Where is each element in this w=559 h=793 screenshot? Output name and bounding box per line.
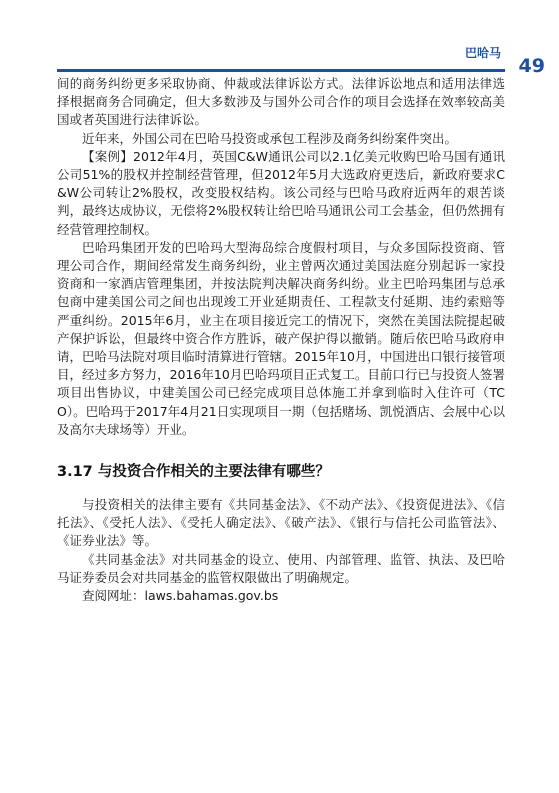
paragraph-laws-list: 与投资相关的法律主要有《共同基金法》、《不动产法》、《投资促进法》、《信托法》、《受托人法》、《受托人确定法》、《破产法》、《银行与信托公司监管法》、《证券业法》等。 [57, 497, 505, 549]
paragraph-case-cw: 【案例】2012年4月，英国C&W通讯公司以2.1亿美元收购巴哈马国有通讯公司51%的股权并控制经营管理，但2012年5月大选政府更迭后，新政府要求C&W公司转让2%股权，改变股权结构。该公司经与巴哈马政府近两年的艰苦谈判，最终达成协议，无偿将2%股权转让给巴哈马通讯公司工会基金，但仍然拥有经营管理控制权。 [57, 148, 505, 237]
header-label: 巴哈马 [464, 46, 501, 60]
body-text [57, 75, 505, 439]
paragraph-reference-url: 查阅网址：laws.bahamas.gov.bs [82, 588, 279, 604]
paragraph-continuation: 间的商务纠纷更多采取协商、仲裁或法律诉讼方式。法律诉讼地点和适用法律选择根据商务合同确定，但大多数涉及与国外公司合作的项目会选择在效率较高美国或者英国进行法律诉讼。 [57, 76, 505, 128]
paragraph-mutual-funds-act: 《共同基金法》对共同基金的设立、使用、内部管理、监管、执法、及巴哈马证券委员会对共同基金的监管权限做出了明确规定。 [57, 551, 505, 585]
header-rule [57, 69, 505, 72]
section-body [57, 496, 505, 605]
paragraph-disputes-intro: 近年来，外国公司在巴哈马投资或承包工程涉及商务纠纷案件突出。 [82, 130, 458, 146]
paragraph-case-bahamar: 巴哈玛集团开发的巴哈玛大型海岛综合度假村项目，与众多国际投资商、管理公司合作，期间经常发生商务纠纷，业主曾两次通过美国法庭分别起诉一家投资商和一家酒店管理集团，并按法院判决解决商务纠纷。业主巴哈玛集团与总承包商中建美国公司之间也出现竣工开业延期责任、工程款支付延期、违约索赔等严重纠纷。2015年6月，业主在项目接近完工的情况下，突然在美国法院提起破产保护诉讼，但最终中资合作方胜诉，破产保护得以撤销。随后依巴哈马政府申请，巴哈马法院对项目临时清算进行管辖。2015年10月，中国进出口银行接管项目，经过多方努力，2016年10月巴哈玛项目正式复工。目前口行已与投资人签署项目出售协议，中建美国公司已经完成项目总体施工并拿到临时入住许可（TCO）。巴哈玛于2017年4月21日实现项目一期（包括赌场、凯悦酒店、会展中心以及高尔夫球场等）开业。 [57, 239, 506, 437]
page-number: 49 [518, 55, 545, 77]
section-heading: 3.17 与投资合作相关的主要法律有哪些？ [57, 464, 330, 480]
